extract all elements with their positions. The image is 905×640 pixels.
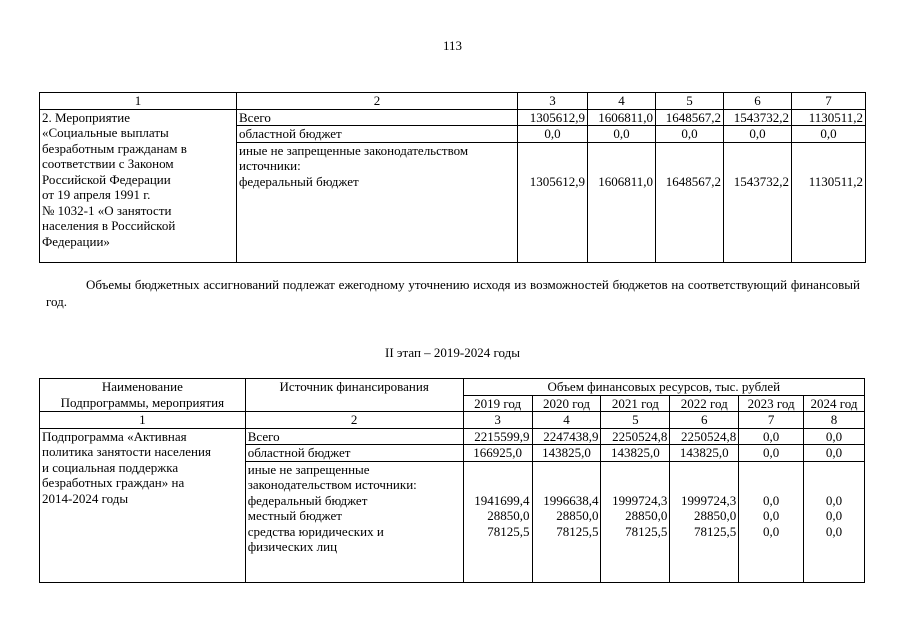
funding-source: Всего (237, 109, 518, 126)
value-cell: 0,0 (518, 126, 588, 143)
column-number: 2 (245, 412, 463, 429)
measure-line: безработным гражданам в (42, 140, 187, 156)
table-row (40, 109, 866, 126)
measure-line: № 1032-1 «О занятости (42, 202, 172, 218)
value-cell: 1543732,2 (724, 142, 792, 262)
value-cell: 2215599,9 (463, 428, 532, 445)
value-cell: 166925,0 (463, 445, 532, 462)
value-cell: 1130511,2 (792, 109, 866, 126)
subprogram-line: Подпрограмма «Активная (42, 428, 187, 444)
table-header-row (40, 379, 865, 396)
column-number-row (40, 412, 865, 429)
column-number: 7 (739, 412, 804, 429)
value-cell: 1305612,9 (518, 109, 588, 126)
header-name-cell (40, 379, 246, 412)
column-number: 3 (463, 412, 532, 429)
value-cell: 1648567,2 (656, 142, 724, 262)
column-number: 6 (670, 412, 739, 429)
value-cell: 2247438,9 (532, 428, 601, 445)
source-line: иные не запрещенные законодательством (239, 142, 469, 158)
value-cell: 0,0 (739, 445, 804, 462)
source-line: местный бюджет (247, 508, 342, 523)
column-number: 2 (237, 93, 518, 110)
funding-source: областной бюджет (237, 126, 518, 143)
column-number: 5 (601, 412, 670, 429)
subprogram-name-cell (40, 428, 246, 582)
column-number: 3 (518, 93, 588, 110)
value-cell: 1543732,2 (724, 109, 792, 126)
value-cell: 1606811,0 (588, 142, 656, 262)
measure-line: 2. Мероприятие (42, 109, 130, 125)
year-header: 2020 год (532, 395, 601, 412)
column-number: 1 (40, 412, 246, 429)
subprogram-line: 2014-2024 годы (42, 490, 129, 506)
measure-line: Российской Федерации (42, 171, 171, 187)
column-number: 1 (40, 93, 237, 110)
value-cell: 1606811,0 (588, 109, 656, 126)
source-line: иные не запрещенные (247, 461, 370, 477)
funding-source: областной бюджет (245, 445, 463, 462)
value-cell: 1130511,2 (792, 142, 866, 262)
measure-line: «Социальные выплаты (42, 125, 169, 140)
value-cell: 1648567,2 (656, 109, 724, 126)
value-cell: 0,0 (656, 126, 724, 143)
subprogram-line: политика занятости населения (42, 444, 211, 459)
funding-source (245, 461, 463, 582)
year-header: 2019 год (463, 395, 532, 412)
value-cell: 0,0 0,0 0,0 (739, 461, 804, 582)
source-line: законодательством источники: (247, 477, 417, 492)
budget-note-paragraph: Объемы бюджетных ассигнований подлежат ежегодному уточнению исходя из возможностей бюджетов на соответствующий финансовый год. (46, 277, 860, 309)
measure-line: населения в Российской (42, 218, 176, 233)
value-cell: 143825,0 (670, 445, 739, 462)
stage-title: II этап – 2019-2024 годы (385, 345, 520, 360)
measure-name-cell (40, 109, 237, 262)
column-number: 7 (792, 93, 866, 110)
value-cell: 0,0 0,0 0,0 (804, 461, 865, 582)
measure-line: от 19 апреля 1991 г. (42, 187, 151, 202)
value-cell: 1999724,3 28850,0 78125,5 (670, 461, 739, 582)
value-cell: 1996638,4 28850,0 78125,5 (532, 461, 601, 582)
year-header: 2021 год (601, 395, 670, 412)
source-line: источники: (239, 158, 301, 173)
subprogram-funding-table (39, 378, 865, 583)
value-cell: 0,0 (739, 428, 804, 445)
measure-line: соответствии с Законом (42, 156, 174, 171)
column-number: 6 (724, 93, 792, 110)
value-cell: 2250524,8 (601, 428, 670, 445)
page-number: 113 (442, 38, 463, 53)
measure-funding-table (39, 92, 866, 263)
year-header: 2024 год (804, 395, 865, 412)
value-cell: 1999724,3 28850,0 78125,5 (601, 461, 670, 582)
year-header: 2022 год (670, 395, 739, 412)
column-number: 4 (532, 412, 601, 429)
header-volume-cell: Объем финансовых ресурсов, тыс. рублей (463, 379, 864, 396)
value-cell: 2250524,8 (670, 428, 739, 445)
value-cell: 0,0 (792, 126, 866, 143)
source-line: федеральный бюджет (239, 173, 359, 189)
header-line: Подпрограммы, мероприятия (60, 394, 225, 410)
funding-source: Всего (245, 428, 463, 445)
value-cell: 143825,0 (601, 445, 670, 462)
table-row (40, 428, 865, 445)
subprogram-line: безработных граждан» на (42, 475, 185, 490)
value-cell: 1305612,9 (518, 142, 588, 262)
header-source-cell: Источник финансирования (245, 379, 463, 412)
table-header-row (40, 93, 866, 110)
column-number: 8 (804, 412, 865, 429)
year-header: 2023 год (739, 395, 804, 412)
column-number: 4 (588, 93, 656, 110)
value-cell: 0,0 (724, 126, 792, 143)
source-line: федеральный бюджет (247, 492, 368, 508)
value-cell: 0,0 (588, 126, 656, 143)
value-cell: 0,0 (804, 428, 865, 445)
funding-source (237, 142, 518, 262)
value-cell: 143825,0 (532, 445, 601, 462)
subprogram-line: и социальная поддержка (42, 459, 179, 475)
source-line: физических лиц (247, 539, 338, 554)
column-number: 5 (656, 93, 724, 110)
header-line: Наименование (101, 379, 183, 394)
source-line: средства юридических и (247, 523, 384, 539)
value-cell: 0,0 (804, 445, 865, 462)
measure-line: Федерации» (42, 233, 110, 249)
value-cell: 1941699,4 28850,0 78125,5 (463, 461, 532, 582)
